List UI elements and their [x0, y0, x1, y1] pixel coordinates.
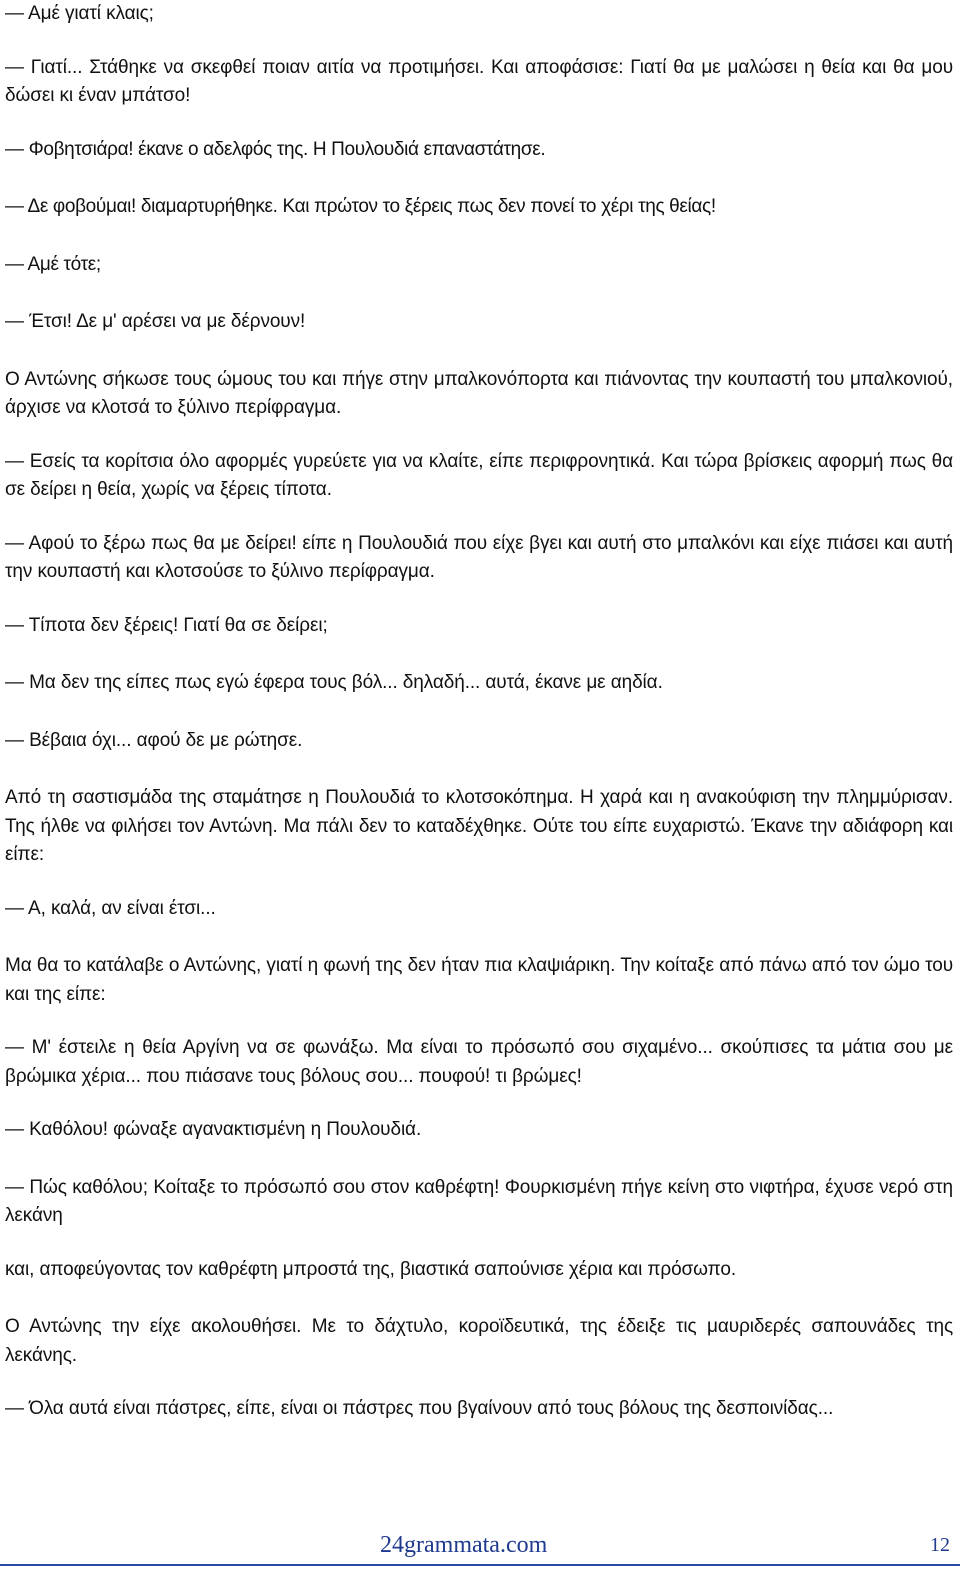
paragraph-2: — Γιατί... Στάθηκε να σκεφθεί ποιαν αιτία να προτιμήσει. Και αποφάσισε: Γιατί θα με μαλώσει η θεία και θα μου δώσει κι έναν μπάτσο!: [5, 56, 953, 106]
paragraph-1: — Αμέ γιατί κλαις;: [5, 3, 154, 24]
paragraph-7: Ο Αντώνης σήκωσε τους ώμους του και πήγε στην μπαλκονόπορτα και πιάνοντας την κουπαστή του μπαλκονιού, άρχισε να κλοτσά το ξύλινο περίφραγμα.: [5, 368, 953, 418]
paragraph-6: — Έτσι! Δε μ' αρέσει να με δέρνουν!: [5, 311, 306, 332]
paragraph-12: — Βέβαια όχι... αφού δε με ρώτησε.: [5, 729, 303, 751]
paragraph-5: — Αμέ τότε;: [5, 253, 101, 275]
paragraph-3: — Φοβητσιάρα! έκανε ο αδελφός της. Η Πουλουδιά επαναστάτησε.: [5, 138, 546, 160]
paragraph-17: — Καθόλου! φώναξε αγανακτισμένη η Πουλουδιά.: [5, 1119, 422, 1140]
document-body: [5, 0, 953, 1424]
paragraph-20: Ο Αντώνης την είχε ακολουθήσει. Με το δάχτυλο, κοροϊδευτικά, της έδειξε τις μαυριδερές σαπουνάδες της λεκάνης.: [5, 1316, 953, 1366]
paragraph-18: — Πώς καθόλου; Κοίταξε το πρόσωπό σου στον καθρέφτη! Φουρκισμένη πήγε κείνη στο νιφτήρα, έχυσε νερό στη λεκάνη: [5, 1176, 953, 1226]
paragraph-13: Από τη σαστισμάδα της σταμάτησε η Πουλουδιά το κλοτσοκόπημα. Η χαρά και η ανακούφιση την πλημμύρισαν. Της ήλθε να φιλήσει τον Αντώνη. Μα πάλι δεν το καταδέχθηκε. Ούτε του είπε ευχαριστώ. Έκανε την αδιάφορη και είπε:: [5, 787, 953, 865]
paragraph-14: — Α, καλά, αν είναι έτσι...: [5, 897, 216, 919]
page-number: 12: [930, 1534, 950, 1556]
paragraph-9: — Αφού το ξέρω πως θα με δείρει! είπε η Πουλουδιά που είχε βγει και αυτή στο μπαλκόνι και είχε πιάσει και αυτή την κουπαστή και κλοτσούσε το ξύλινο περίφραγμα.: [5, 532, 953, 582]
paragraph-8: — Εσείς τα κορίτσια όλο αφορμές γυρεύετε για να κλαίτε, είπε περιφρονητικά. Και τώρα βρίσκεις αφορμή πως θα σε δείρει η θεία, χωρίς να ξέρεις τίποτα.: [5, 450, 953, 500]
footer-site-link[interactable]: 24grammata.com: [380, 1532, 548, 1558]
footer-divider: [0, 1564, 960, 1566]
paragraph-19: και, αποφεύγοντας τον καθρέφτη μπροστά της, βιαστικά σαπούνισε χέρια και πρόσωπο.: [5, 1258, 737, 1280]
paragraph-16: — Μ' έστειλε η θεία Αργίνη να σε φωνάξω. Μα είναι το πρόσωπό σου σιχαμένο... σκούπισες τα μάτια σου με βρώμικα χέρια... που πιάσανε τους βόλους σου... πουφού! τι βρώμες!: [5, 1037, 953, 1087]
paragraph-21: — Όλα αυτά είναι πάστρες, είπε, είναι οι πάστρες που βγαίνουν από τους βόλους της δεσποινίδας...: [5, 1398, 834, 1419]
paragraph-15: Μα θα το κατάλαβε ο Αντώνης, γιατί η φωνή της δεν ήταν πια κλαψιάρικη. Την κοίταξε από πάνω από τον ώμο του και της είπε:: [5, 955, 953, 1005]
paragraph-4: — Δε φοβούμαι! διαμαρτυρήθηκε. Και πρώτον το ξέρεις πως δεν πονεί το χέρι της θείας!: [5, 196, 716, 217]
paragraph-10: — Τίποτα δεν ξέρεις! Γιατί θα σε δείρει;: [5, 614, 328, 636]
paragraph-11: — Μα δεν της είπες πως εγώ έφερα τους βόλ... δηλαδή... αυτά, έκανε με αηδία.: [5, 672, 663, 693]
page-footer: [0, 1530, 960, 1566]
